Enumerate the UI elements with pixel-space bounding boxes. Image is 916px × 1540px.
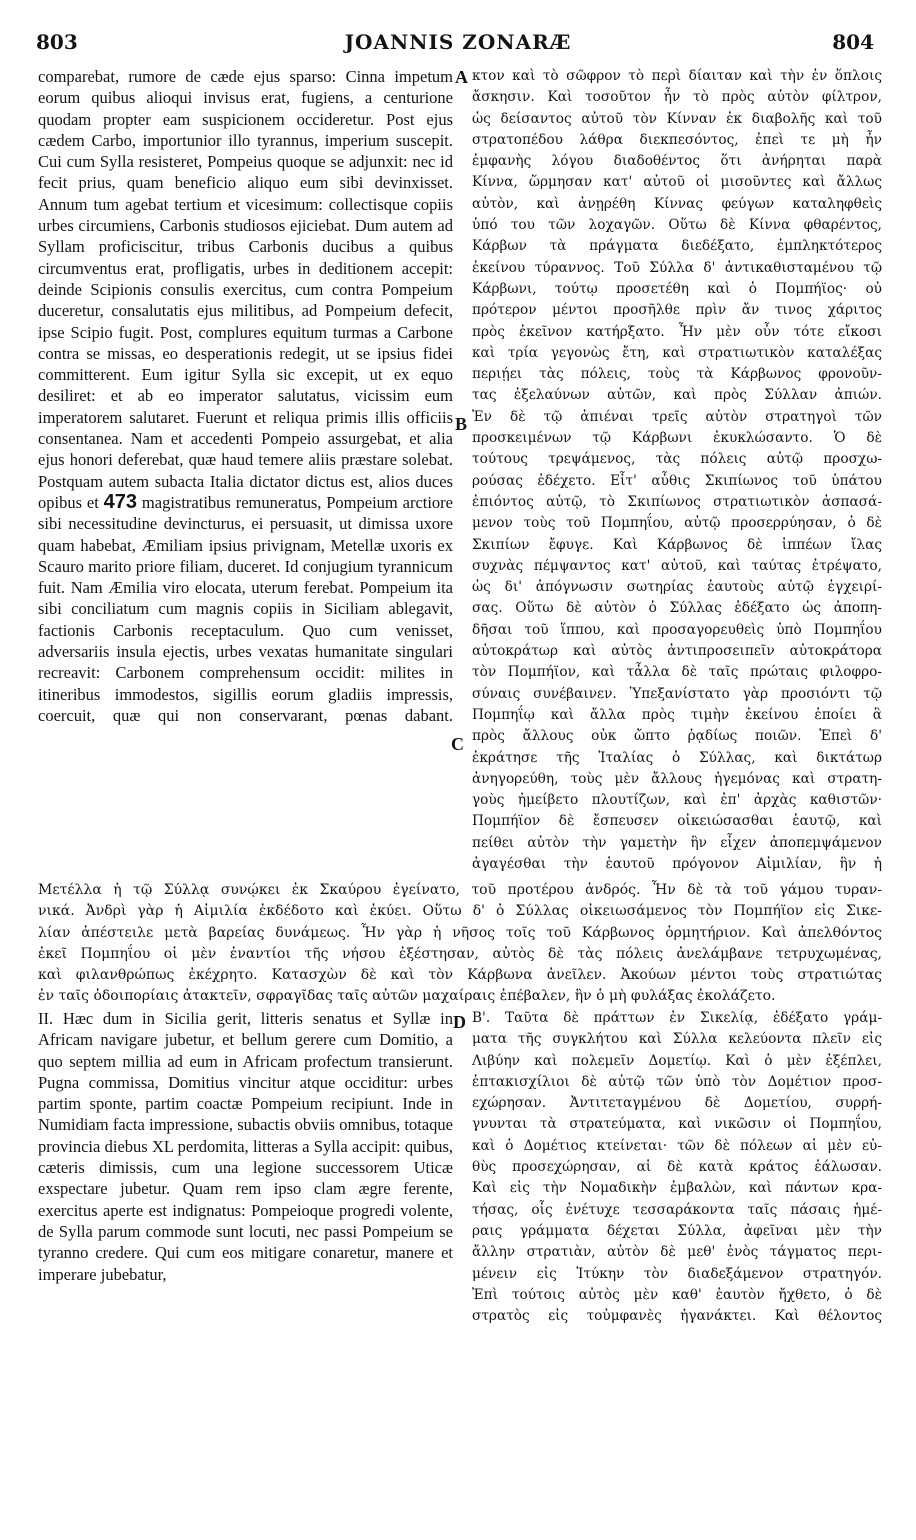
- greek-text-line: ὡς δείσαντος αὐτοῦ τὸν Κίνναν ἐκ διαβολῆς καὶ τοῦ: [472, 110, 882, 127]
- greek-text-line: κτον καὶ τὸ σῶφρον τὸ περὶ δίαιταν καὶ τὴν ἐν ὅπλοις: [472, 68, 882, 84]
- greek-text-line: γοὺς ἠμείβετο πλουτίζων, καὶ ἐπ' ἀρχὰς καθιστῶν·: [472, 792, 882, 809]
- greek-text-line: τας ἐξελαύνων αὐτῶν, καὶ πρὸς Σύλλαν ἀπιών.: [472, 387, 882, 404]
- greek-text-line: στρατὸς εἰς τοὐμφανὲς ἠγανάκτει. Καὶ θέλοντος: [472, 1308, 882, 1325]
- section-marker-d: D: [453, 1012, 466, 1032]
- greek-text-line: ἐπιόντος αὐτῷ, τὸ Σκιπίωνος στρατιωτικὸν ἀσπασά-: [472, 493, 882, 510]
- greek-text-line: δῆσαι τοῦ ἵππου, καὶ προσαγορευθεὶς ὑπὸ Πομπηΐου: [472, 621, 882, 638]
- latin-text-block-2: II. Hæc dum in Sicilia gerit, litteris senatus et Syllæ in Africam navigare jubetur, et bellum gerere cum Domitio, a quo septem millia ad eum in Africam profectum transierunt. Pugna commissa, Domitius vincitur atque occiditur: urbes partim sponte, partim coactæ Pompeium recipiunt. Inde in Numidiam facta impressione, subactis obviis omnibus, totaque provincia diebus XL perdomita, litteras a Sylla accipit: quibus, cæteris dimissis, cum una legione successorem Uticæ exspectare jubetur. Quam rem ipso clam ægre ferente, exercitus aperte est indignatus: Pompeioque progredi volente, de Sylla parum commode sunt locuti, nec passi Pompeium se tyranno credere. Qui cum eos mitigare conaretur, manere et imperare jubebatur,: [38, 1009, 453, 1284]
- greek-full-width-line: Μετέλλα ἡ τῷ Σύλλᾳ συνῴκει ἐκ Σκαύρου ἐγείνατο, τοῦ προτέρου ἀνδρός. Ἦν δὲ τὰ τοῦ γάμου τυραν-: [38, 882, 882, 898]
- greek-text-line: ἑπτακισχίλιοι δὲ αὐτῷ τῶν ὑπὸ τὸν Δομέτιον προσ-: [472, 1073, 882, 1090]
- greek-text-line: καὶ τρία γεγονὼς ἔτη, καὶ στρατιωτικὸν καταλέξας: [472, 344, 882, 361]
- greek-text-line: στρατοπέδου λάθρα διεκπεσόντος, ἐπεὶ τε μὴ ἦν: [472, 131, 882, 148]
- greek-text-line: ἐκράτησε τῆς Ἰταλίας ὁ Σύλλας, καὶ δικτάτωρ: [472, 749, 882, 766]
- greek-text-line: ἐμφανὴς λόγου διαδοθέντος ὅτι ἀνήρηται παρὰ: [472, 153, 882, 170]
- running-title: JOANNIS ZONARÆ: [344, 30, 572, 54]
- greek-text-line: ἀνηγορεύθη, τοὺς μὲν ἄλλους ἡγεμόνας καὶ στρατη-: [472, 770, 882, 787]
- latin-text-part-2: magistratibus remuneratus, Pompeium arctiore sibi necessitudine devincturus, ei persuasit, ut dimissa uxore quam habebat, Æmiliam ipsius privignam, Metellæ uxoris ex Scauro marito priore filiam, duceret. Id conjugium tyrannicum fuit. Nam Æmilia viro elocata, uterum ferebat. Pompeium ita sibi conciliatum cum magnis copiis in Siciliam ablegavit, factionis Carbonis receptaculum. Quo cum venisset, adversariis insula ejectis, urbes vexatas humanitate singulari recreavit: Carbonem comprehensum occidit: milites in itineribus immodestos, sigillis eorum gladiis impressis, coercuit, quæ qui non conservarant, pœnas dabant.: [38, 492, 453, 725]
- greek-text-block-2: [472, 1008, 882, 1327]
- latin-text-block-1: [38, 66, 453, 726]
- greek-text-line: Καὶ εἰς τὴν Νομαδικὴν ἐμβαλὼν, καὶ πάντων κρα-: [472, 1180, 882, 1197]
- section-marker-c: C: [451, 734, 464, 754]
- greek-text-line: περιῄει τὰς πόλεις, τοὺς τὰ Κάρβωνος φρονοῦν-: [472, 366, 882, 383]
- greek-text-line: εχώρησαν. Ἀντιτεταγμένου δὲ Δομετίου, συρρή-: [472, 1095, 882, 1112]
- greek-text-line: Σκιπίων ἔφυγε. Καὶ Κάρβωνος δὲ ἱππέων ἴλας: [472, 536, 882, 553]
- greek-text-line: ἀγαγέσθαι τὴν ἑαυτοῦ πρόγονον Αἰμιλίαν, ἣν ἡ: [472, 855, 882, 872]
- greek-text-block-1: [472, 66, 882, 875]
- greek-text-line: τὸν Πομπήϊον, καὶ τἆλλα δὲ ταῖς πρώταις φιλοφρο-: [472, 664, 882, 681]
- latin-text-part-1: comparebat, rumore de cæde ejus sparso: Cinna impetum eorum quibus alioqui invisus erat, fugiens, a centurione quodam propter eam suspicionem occideretur. Post ejus cædem Carbo, importunior illo tyrannus, imperium suscepit. Cui cum Sylla resisteret, Pompeius quoque se adjunxit: nec id fecit prius, quam beneficio aliquo eum sibi devinxisset. Annum tum agebat tertium et vicesimum: collectisque copiis urbes circumiens, Carbonis studiosos ejiciebat. Dum autem ad Syllam proficiscitur, tribus Carbonis ducibus a quibus circumventus erat, profligatis, urbes in deditionem accepit: deinde Scipionis consulis exercitus, cum contra Pompeium duceretur, consalutatis ejus militibus, ad Pompeium defecit, ipse Scipio fugit. Post, complures equitum turmas a Carbone contra se missas, eo desperationis redegit, ut se ipsius fidei committerent. Eum igitur Sylla sic excepit, ut ex equo desiliret: et ab eo imperator salutatus, vicissim eum imperatorem salutaret. Fuerunt et reliqua primis illis officiis consentanea. Nam et accedenti Pompeio assurgebat, et alia ejus honori deferebat, quæ haud temere aliis præstare solebat. Postquam autem subacta Italia dictator dictus est, alios duces opibus et: [38, 67, 453, 512]
- greek-text-line: μένειν εἰς Ἰτύκην τὸν διαδεξάμενον στρατηγόν.: [472, 1265, 882, 1282]
- greek-text-line: προσκειμένων τῷ Κάρβωνι ἐκυκλώσαντο. Ὁ δὲ: [472, 430, 882, 447]
- greek-text-line: ὡς δι' ἀπόγνωσιν σωτηρίας ἑαυτοὺς αὐτῷ ἐγχειρί-: [472, 579, 882, 596]
- section-marker-a: A: [455, 67, 468, 87]
- greek-text-line: σας. Οὕτω δὲ αὐτὸν ὁ Σύλλας ἐδέξατο ὡς ἀποπη-: [472, 600, 882, 617]
- greek-text-line: αὐτοκράτωρ καὶ αὐτὸς ἀντιπροσειπεῖν αὐτοκράτορα: [472, 643, 882, 660]
- section-marker-b: B: [455, 414, 468, 434]
- greek-text-line: συχνὰς πέμψαντος κατ' αὐτοῦ, καὶ ταύτας ἐτρέψατο,: [472, 557, 882, 574]
- greek-text-line: ἄσκησιν. Καὶ τοσοῦτον ἦν τὸ πρὸς αὐτὸν φίλτρον,: [472, 89, 882, 106]
- greek-text-line: Ἐν δὲ τῷ ἀπιέναι τρεῖς αὐτὸν στρατηγοὶ τῶν: [472, 408, 882, 425]
- greek-full-width-line: καὶ φιλανθρώπως ἐκέχρητο. Κατασχὼν δὲ καὶ τὸν Κάρβωνα ἀνεῖλεν. Ἀκούων μέντοι τοὺς στρατιώτας: [38, 967, 882, 984]
- greek-text-line: Κίννα, ὥρμησαν κατ' αὐτοῦ οἱ μισοῦντες καὶ ἄλλως: [472, 174, 882, 191]
- greek-text-line: ματα τῆς συγκλήτου καὶ Σύλλα κελεύοντα πλεῖν εἰς: [472, 1031, 882, 1048]
- greek-text-line: τήσας, οἷς ἐνέτυχε τεσσαράκοντα ταῖς πάσαις ἡμέ-: [472, 1201, 882, 1218]
- greek-text-line: μενον τοὺς τοῦ Πομπηΐου, αὐτῷ προσερρύησαν, ὁ δὲ: [472, 515, 882, 532]
- greek-full-width-line: λίαν ἀπέστειλε μετὰ βαρείας δυνάμεως. Ἦν γὰρ ἡ νῆσος τοῖς τοῦ Κάρβωνος ὁρμητήριον. Καὶ ἀπελθόντος: [38, 924, 882, 941]
- greek-text-line: σύναις συνέβαινεν. Ὑπεξανίστατο γὰρ προσιόντι τῷ: [472, 685, 882, 702]
- greek-text-line: πρὸς ἄλλους οὐκ ὤπτο ῥᾳδίως ποιῶν. Ἐπεὶ δ': [472, 728, 882, 745]
- greek-text-line: πρὸς ἐκεῖνον κατήρξατο. Ἦν μὲν οὖν τότε εἴκοσι: [472, 323, 882, 340]
- greek-text-line: Κάρβωνι, τούτῳ προσετέθη καὶ ὁ Πομπήϊος· οὐ: [472, 280, 882, 297]
- greek-text-line: πείθει αὐτὸν τὴν γαμετὴν ἣν εἶχεν ἀποπεμψάμενον: [472, 834, 882, 851]
- greek-text-line: Β'. Ταῦτα δὲ πράττων ἐν Σικελίᾳ, ἐδέξατο γράμ-: [472, 1010, 882, 1026]
- greek-text-line: ἐκείνου τύραννος. Τοῦ Σύλλα δ' ἀντικαθισταμένου τῷ: [472, 259, 882, 276]
- greek-text-line: αὐτὸν, καὶ ἀνῃρέθη Κίννας φεύγων καταληφθεὶς: [472, 195, 882, 212]
- greek-text-line: καὶ ὁ Δομέτιος κτείνεται· τῶν δὲ πόλεων αἱ μὲν εὐ-: [472, 1137, 882, 1154]
- greek-full-width-line: ἐκεῖ Πομπηΐου οἱ μὲν ἐναντίοι τῆς νήσου ἐξέστησαν, αὐτὸς δὲ τὰς πόλεις ἀνελάμβανε τετρυχωμένας,: [38, 945, 882, 962]
- greek-text-line: Κάρβων τὰ πράγματα διεδέξατο, ἐμπληκτότερος: [472, 238, 882, 255]
- greek-text-line: ραις γράμματα δέχεται Σύλλα, ἀφεῖναι μὲν τὴν: [472, 1222, 882, 1239]
- greek-text-line: Ἐπὶ τούτοις αὐτὸς μὲν καθ' ἑαυτὸν ἤχθετο, ὁ δὲ: [472, 1286, 882, 1303]
- column-number: 473: [103, 490, 138, 513]
- running-header: [0, 30, 916, 60]
- greek-text-line: Λιβύην καὶ πολεμεῖν Δομετίῳ. Καὶ ὁ μὲν ἐξέπλει,: [472, 1052, 882, 1069]
- greek-text-line: θὺς προσεχώρησαν, αἱ δὲ κατὰ κράτος ἑάλωσαν.: [472, 1159, 882, 1176]
- greek-text-line: Πομπήϊον δὲ ἔσπευσεν οἰκειώσασθαι ἑαυτῷ, καὶ: [472, 813, 882, 830]
- greek-full-width-line: νικά. Ἀνδρὶ γὰρ ἡ Αἰμιλία ἐκδέδοτο καὶ ἐκύει. Οὕτω δ' ὁ Σύλλας οἰκειωσάμενος τὸν Πομπήϊον εἰς Σικε-: [38, 903, 882, 920]
- page-number-left: 803: [36, 30, 78, 54]
- greek-text-line: γνυνται τὰ στρατεύματα, καὶ νικῶσιν οἱ Πομπηΐου,: [472, 1116, 882, 1133]
- greek-full-width-block: [38, 880, 882, 1008]
- greek-text-line: πρότερον μέντοι προσῆλθε πρὶν ἄν τινος χάριτος: [472, 302, 882, 319]
- greek-text-line: ὑπό του τῶν λοχαγῶν. Οὕτω δὲ Κίννα φθαρέντος,: [472, 217, 882, 234]
- greek-text-line: ρούσας ἐδέχετο. Εἶτ' αὖθις Σκιπίωνος τοῦ ὑπάτου: [472, 472, 882, 489]
- greek-text-line: Πομπηΐῳ καὶ ἄλλα πρὸς τιμὴν ἐκείνου ἐποίει ἃ: [472, 706, 882, 723]
- greek-text-line: τούτους τρεψάμενος, τὰς πόλεις αὐτῷ προσχω-: [472, 451, 882, 468]
- page-number-right: 804: [832, 30, 874, 54]
- greek-text-line: ἄλλην στρατιὰν, αὐτὸν δὲ μεθ' ἑνὸς τάγματος περι-: [472, 1244, 882, 1261]
- greek-full-width-line: ἐν ταῖς ὁδοιπορίαις ἀτακτεῖν, σφραγῖδας ταῖς αὐτῶν μαχαίραις ἐπέβαλεν, ἣν ὁ μὴ φυλάξας ἐκολάζετο.: [38, 988, 776, 1005]
